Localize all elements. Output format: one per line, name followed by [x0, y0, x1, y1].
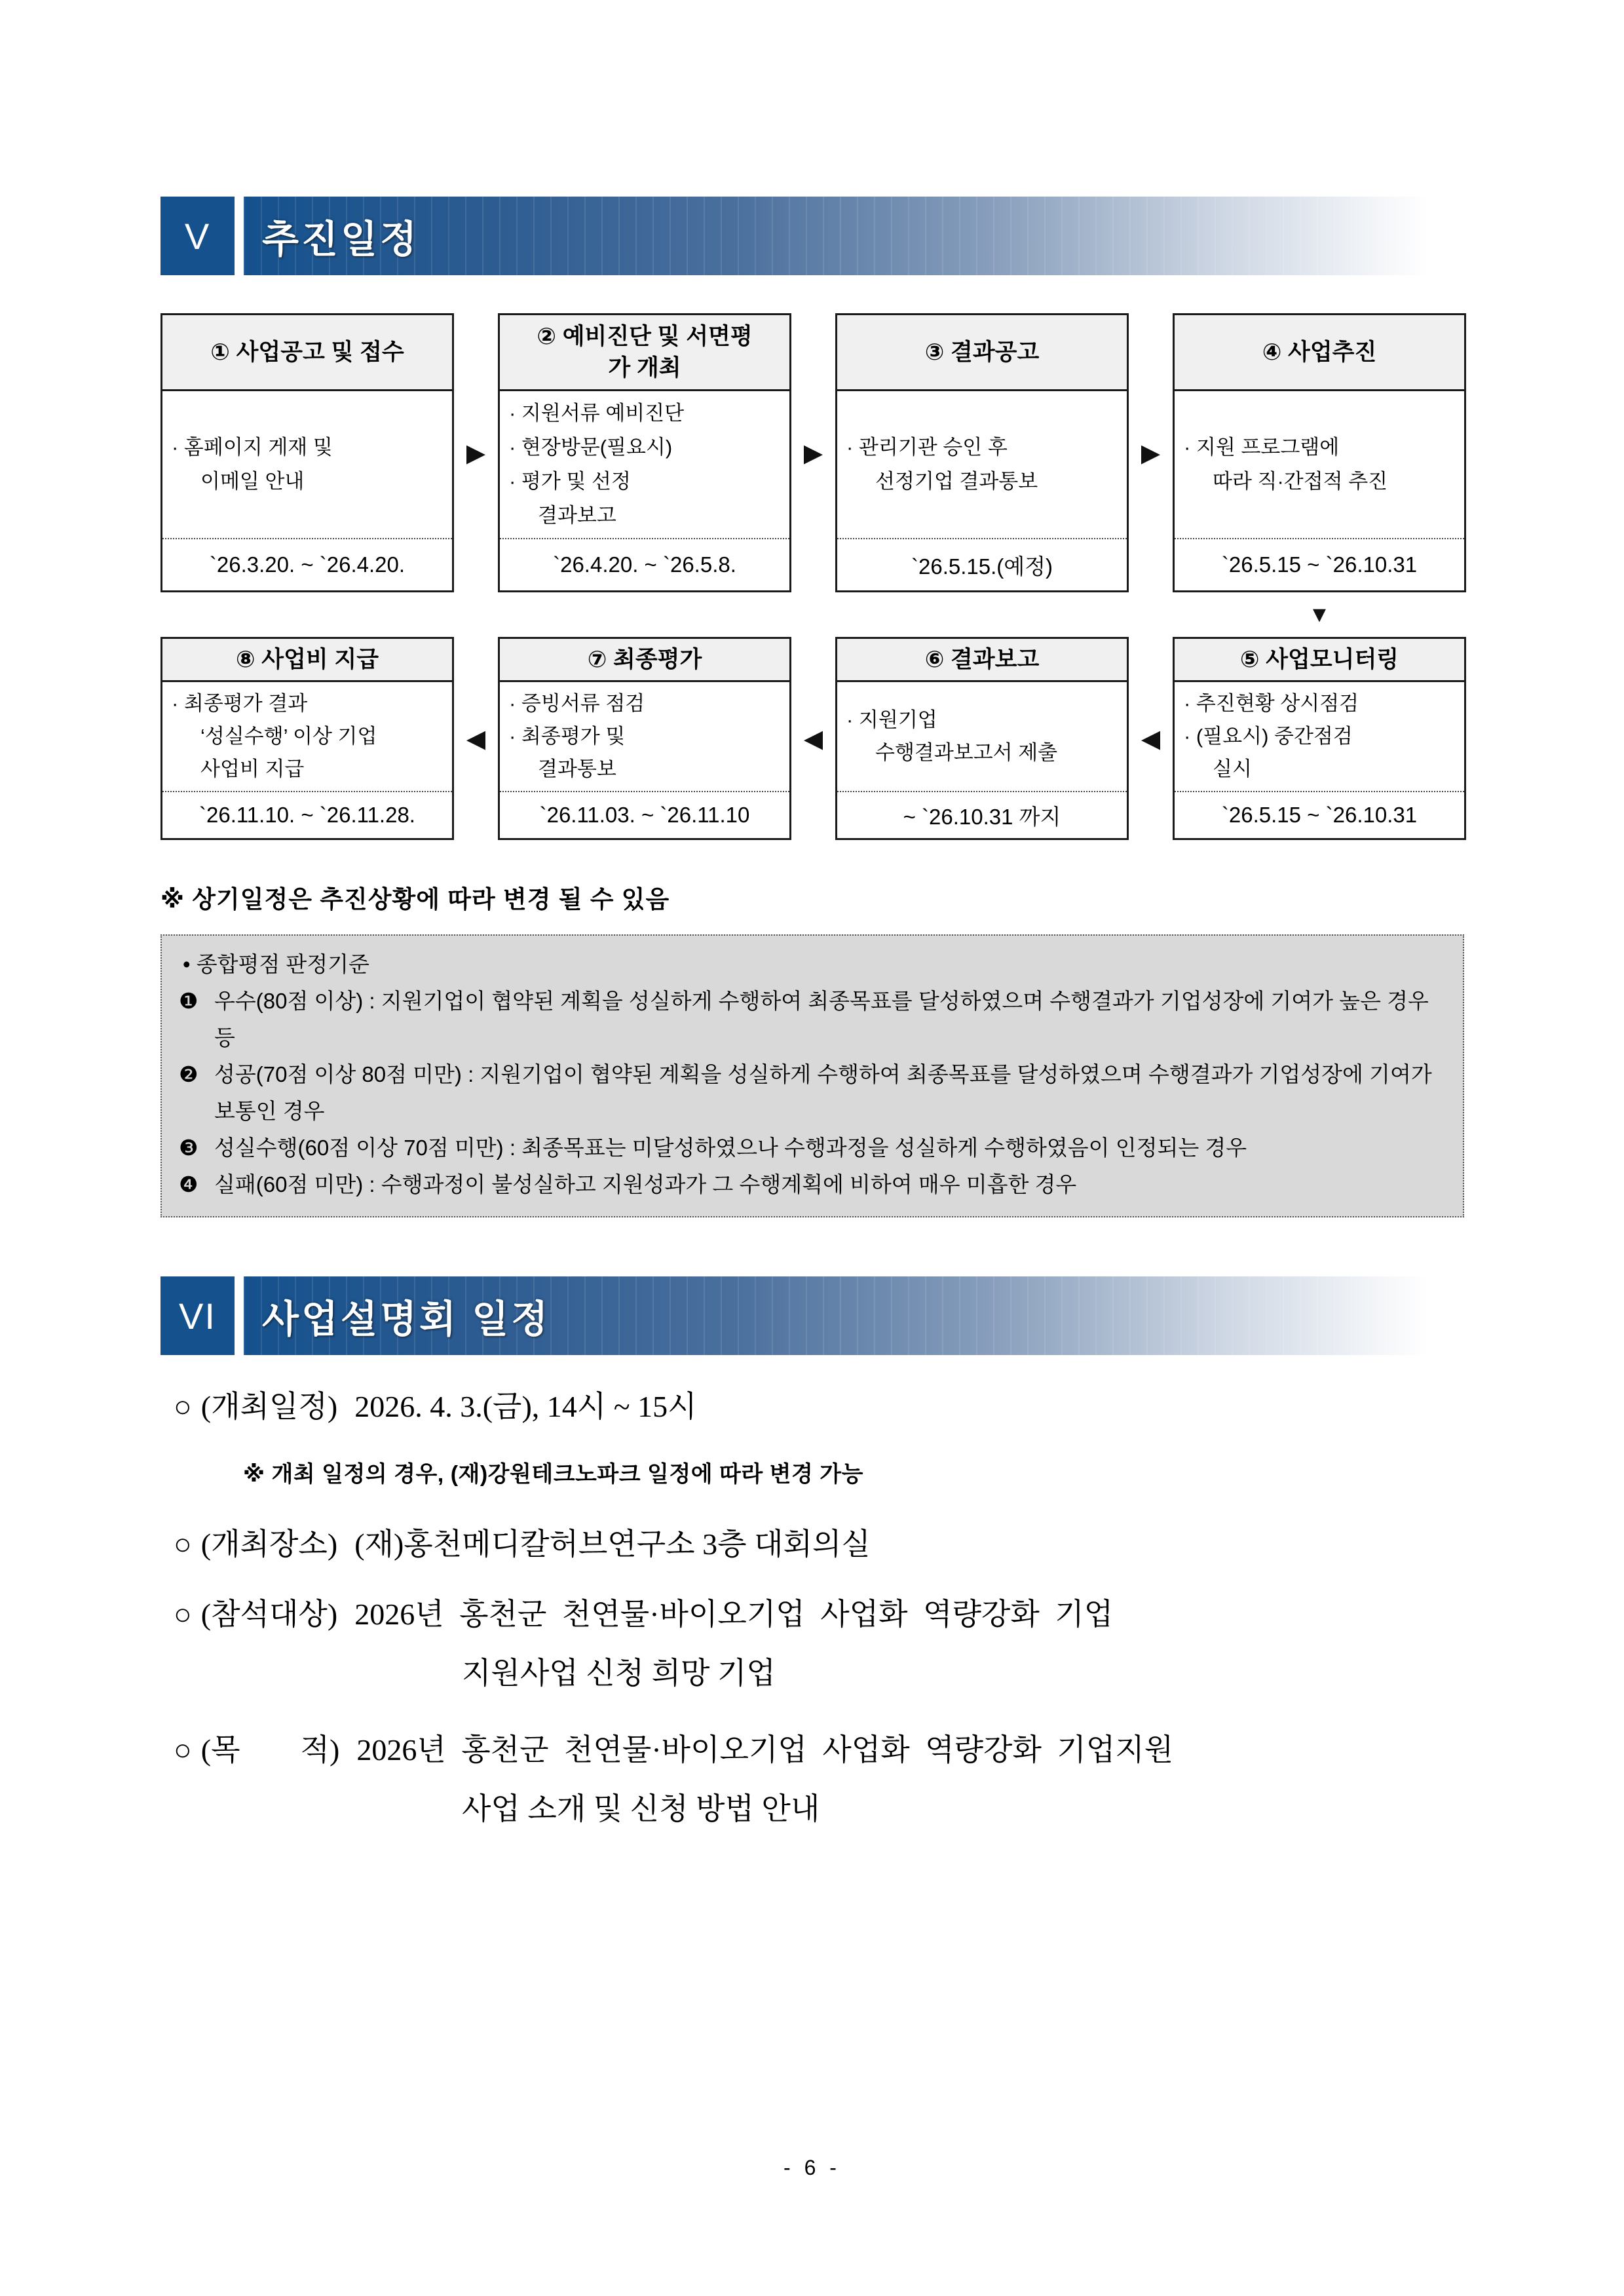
criteria-item-1-marker: ❶ [179, 989, 198, 1013]
flow-box-1-line: · 홈페이지 게재 및 [172, 436, 333, 459]
criteria-item-1 [179, 983, 1446, 1056]
flow-box-1-line: 이메일 안내 [200, 470, 305, 493]
circle-bullet-icon: ○ [174, 1733, 192, 1767]
flow-box-8-line: 사업비 지급 [200, 757, 305, 780]
flow-box-5-line: 실시 [1213, 757, 1252, 780]
bullet-purpose-text: 2026년 홍천군 천연물·바이오기업 사업화 역량강화 기업지원 [356, 1733, 1174, 1767]
bullet-attendees-text-cont: 지원사업 신청 희망 기업 [462, 1656, 776, 1690]
circle-bullet-icon: ○ [174, 1390, 192, 1423]
section-v-title-bar [244, 197, 1464, 275]
criteria-heading: • 종합평점 판정기준 [183, 952, 369, 976]
bullet-venue-text: (재)홍천메디칼허브연구소 3층 대회의실 [354, 1527, 871, 1561]
flow-box-6-line: 수행결과보고서 제출 [875, 741, 1058, 764]
criteria-item-3 [179, 1130, 1446, 1166]
flow-box-4-line: · 지원 프로그램에 [1184, 436, 1340, 459]
criteria-item-3-marker: ❸ [179, 1136, 198, 1160]
flow-box-7 [498, 637, 791, 840]
flow-box-8-period: `26.11.10. ~ `26.11.28. [162, 791, 452, 838]
flow-box-1 [161, 313, 454, 592]
bullet-venue-label: (개최장소) [200, 1527, 338, 1561]
flow-box-6-body [837, 682, 1127, 791]
criteria-item-2 [179, 1056, 1446, 1130]
flow-box-1-title: ① 사업공고 및 접수 [162, 315, 452, 391]
briefing-info-list [174, 1387, 1464, 1829]
flow-box-2 [498, 313, 791, 592]
flow-box-3-title: ③ 결과공고 [837, 315, 1127, 391]
flow-box-3-line: · 관리기관 승인 후 [846, 436, 1008, 459]
flow-box-7-line: · 최종평가 및 [509, 725, 626, 748]
content-area [161, 0, 1464, 1829]
flow-box-8 [161, 637, 454, 840]
flow-arrow-down-icon: ▼ [1308, 602, 1331, 627]
section-vi-header [161, 1276, 1464, 1355]
flow-arrow-left-icon: ◀ [466, 725, 486, 753]
bullet-purpose-text-cont: 사업 소개 및 신청 방법 안내 [462, 1792, 820, 1826]
flow-box-7-body [500, 682, 789, 791]
flow-box-5 [1173, 637, 1466, 840]
flow-box-8-line: · 최종평가 결과 [172, 692, 308, 715]
flow-box-5-body [1175, 682, 1464, 791]
criteria-item-2-marker: ❷ [179, 1062, 198, 1086]
section-vi-header-gap [235, 1276, 244, 1355]
flow-box-8-body [162, 682, 452, 791]
circle-bullet-icon: ○ [174, 1598, 192, 1631]
criteria-item-3-text: 성실수행(60점 이상 70점 미만) : 최종목표는 미달성하였으나 수행과정을 성실하게 수행하였음이 인정되는 경우 [214, 1136, 1247, 1160]
flow-box-1-body [162, 391, 452, 538]
flow-box-2-line: · 현장방문(필요시) [509, 436, 673, 459]
criteria-box [161, 934, 1464, 1217]
flow-arrow-right-icon: ▶ [466, 439, 486, 467]
flow-box-7-title: ⑦ 최종평가 [500, 639, 789, 682]
section-vi-numeral: VI [161, 1276, 235, 1355]
criteria-item-4-text: 실패(60점 미만) : 수행과정이 불성실하고 지원성과가 그 수행계획에 비하여 매우 미흡한 경우 [214, 1172, 1077, 1196]
flow-box-5-line: · (필요시) 중간점검 [1184, 725, 1353, 748]
flow-box-6-title: ⑥ 결과보고 [837, 639, 1127, 682]
flow-box-1-period: `26.3.20. ~ `26.4.20. [162, 538, 452, 590]
section-vi-title-bar [244, 1276, 1464, 1355]
flow-box-3-body [837, 391, 1127, 538]
flow-box-6-line: · 지원기업 [846, 708, 937, 731]
section-v-title: 추진일정 [262, 218, 420, 261]
flow-box-2-period: `26.4.20. ~ `26.5.8. [500, 538, 789, 590]
bullet-attendees [174, 1594, 1464, 1694]
flow-box-4-body [1175, 391, 1464, 538]
criteria-item-1-text: 우수(80점 이상) : 지원기업이 협약된 계획을 성실하게 수행하여 최종목표를 달성하였으며 수행결과가 기업성장에 기여가 높은 경우 등 [214, 989, 1429, 1050]
section-v-header [161, 197, 1464, 275]
flow-box-2-body [500, 391, 789, 538]
flow-box-3 [835, 313, 1129, 592]
flow-box-2-line: · 지원서류 예비진단 [509, 402, 685, 425]
flow-box-8-title: ⑧ 사업비 지급 [162, 639, 452, 682]
schedule-change-note: ※ 상기일정은 추진상황에 따라 변경 될 수 있음 [161, 886, 670, 913]
bullet-venue [174, 1524, 1464, 1565]
section-v-header-gap [235, 197, 244, 275]
flow-box-3-period: `26.5.15.(예정) [837, 538, 1127, 590]
circle-bullet-icon: ○ [174, 1527, 192, 1561]
flow-box-4-period: `26.5.15 ~ `26.10.31 [1175, 538, 1464, 590]
flow-box-5-period: `26.5.15 ~ `26.10.31 [1175, 791, 1464, 838]
flow-box-5-line: · 추진현황 상시점검 [1184, 692, 1359, 715]
criteria-item-4 [179, 1166, 1446, 1203]
flow-box-7-line: 결과통보 [538, 757, 616, 780]
flow-box-5-title: ⑤ 사업모니터링 [1175, 639, 1464, 682]
flow-box-3-line: 선정기업 결과통보 [875, 470, 1038, 493]
bullet-purpose-label: (목 적) [200, 1733, 340, 1767]
flow-box-7-period: `26.11.03. ~ `26.11.10 [500, 791, 789, 838]
bullet-schedule-text: 2026. 4. 3.(금), 14시 ~ 15시 [354, 1390, 697, 1423]
flow-box-6 [835, 637, 1129, 840]
section-vi-title: 사업설명회 일정 [262, 1298, 551, 1341]
bullet-purpose [174, 1730, 1464, 1829]
criteria-item-4-marker: ❹ [179, 1172, 198, 1196]
flow-box-8-line: ‘성실수행’ 이상 기업 [200, 725, 377, 748]
flow-box-2-line: 결과보고 [538, 504, 616, 527]
bullet-schedule-label: (개최일정) [200, 1390, 338, 1423]
flow-box-2-title: ② 예비진단 및 서면평가 개최 [500, 315, 789, 391]
flow-box-4-line: 따라 직·간접적 추진 [1213, 470, 1388, 493]
flow-box-6-period: ~ `26.10.31 까지 [837, 791, 1127, 838]
flow-arrow-right-icon: ▶ [1141, 439, 1161, 467]
page-number: - 6 - [784, 2156, 840, 2179]
flow-box-7-line: · 증빙서류 점검 [509, 692, 645, 715]
schedule-flowchart [161, 313, 1464, 840]
criteria-item-2-text: 성공(70점 이상 80점 미만) : 지원기업이 협약된 계획을 성실하게 수행하여 최종목표를 달성하였으며 수행결과가 기업성장에 기여가 보통인 경우 [214, 1062, 1432, 1123]
schedule-possible-change-note: ※ 개최 일정의 경우, (재)강원테크노파크 일정에 따라 변경 가능 [243, 1462, 863, 1487]
bullet-attendees-label: (참석대상) [200, 1598, 338, 1631]
flow-arrow-left-icon: ◀ [803, 725, 823, 753]
flow-arrow-right-icon: ▶ [803, 439, 823, 467]
bullet-schedule [174, 1387, 1464, 1427]
flow-arrow-left-icon: ◀ [1141, 725, 1161, 753]
section-v-numeral: V [161, 197, 235, 275]
flow-box-4 [1173, 313, 1466, 592]
flow-box-4-title: ④ 사업추진 [1175, 315, 1464, 391]
bullet-attendees-text: 2026년 홍천군 천연물·바이오기업 사업화 역량강화 기업 [354, 1598, 1114, 1631]
flow-box-2-line: · 평가 및 선정 [509, 470, 631, 493]
